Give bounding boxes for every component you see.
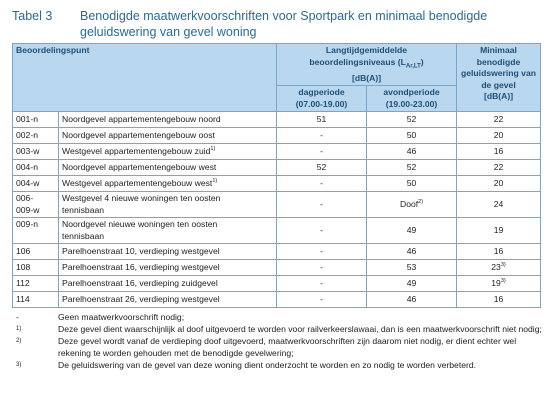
footnote xyxy=(12,359,542,371)
table-row xyxy=(13,160,541,176)
row-avondperiode: 49 xyxy=(367,276,457,292)
row-code: 009-n xyxy=(13,218,59,244)
row-avondperiode: 50 xyxy=(367,128,457,144)
row-avondperiode: 46 xyxy=(367,292,457,308)
header-langtijdgemiddelde: Langtijdgemiddelde beoordelingsniveaus $(L_{Ar,LT})$ [dB(A)] xyxy=(277,44,457,86)
row-avondperiode: Doof$^{2)}$ xyxy=(367,192,457,218)
row-description: Parelhoenstraat 10, verdieping westgevel xyxy=(59,244,277,260)
row-description: Noordgevel appartementengebouw oost xyxy=(59,128,277,144)
row-dagperiode: - xyxy=(277,292,367,308)
table-row xyxy=(13,176,541,192)
row-dagperiode: - xyxy=(277,144,367,160)
row-code: 112 xyxy=(13,276,59,292)
row-avondperiode: 46 xyxy=(367,244,457,260)
footnote-text: Deze gevel wordt vanaf de verdieping doof uitgevoerd, maatwerkvoorschriften zijn daarom niet nodig, er dient echter wel rekening te worden gehouden met de benodigde gevelwering; xyxy=(58,336,517,359)
table-row xyxy=(13,192,541,218)
row-min-geluidswering: 16 xyxy=(457,244,541,260)
row-avondperiode: 46 xyxy=(367,144,457,160)
row-avondperiode: 49 xyxy=(367,218,457,244)
row-code: 001-n xyxy=(13,112,59,128)
row-description: Noordgevel appartementengebouw west xyxy=(59,160,277,176)
row-min-geluidswering: 19 xyxy=(457,218,541,244)
table-row xyxy=(13,244,541,260)
table-row xyxy=(13,112,541,128)
row-min-geluidswering: 20 xyxy=(457,128,541,144)
row-dagperiode: 51 xyxy=(277,112,367,128)
row-dagperiode: - xyxy=(277,192,367,218)
row-description: Parelhoenstraat 16, verdieping westgevel xyxy=(59,260,277,276)
header-avondperiode: avondperiode (19.00-23.00) xyxy=(367,86,457,112)
footnote-ref: 1) xyxy=(212,178,218,185)
table-row xyxy=(13,276,541,292)
row-description: Westgevel appartementengebouw zuid$^{1)}$ xyxy=(59,144,277,160)
table-caption xyxy=(12,8,542,40)
row-dagperiode: - xyxy=(277,260,367,276)
row-min-geluidswering: 20 xyxy=(457,176,541,192)
footnote xyxy=(12,323,542,335)
row-description: Noordgevel appartementengebouw noord xyxy=(59,112,277,128)
row-min-geluidswering: 24 xyxy=(457,192,541,218)
row-min-geluidswering: 22 xyxy=(457,160,541,176)
footnote-mark: 1) xyxy=(16,326,22,333)
row-code: 114 xyxy=(13,292,59,308)
row-description: Noordgevel nieuwe woningen ten oosten tennisbaan xyxy=(59,218,277,244)
row-description: Parelhoenstraat 16, verdieping zuidgevel xyxy=(59,276,277,292)
footnote-ref: 3) xyxy=(500,262,506,269)
row-code: 106 xyxy=(13,244,59,260)
row-dagperiode: - xyxy=(277,128,367,144)
row-min-geluidswering: 16 xyxy=(457,144,541,160)
footnote xyxy=(12,311,542,323)
row-code: 002-n xyxy=(13,128,59,144)
row-description: Westgevel 4 nieuwe woningen ten oosten tennisbaan xyxy=(59,192,277,218)
row-description: Westgevel appartementengebouw west$^{1)}$ xyxy=(59,176,277,192)
row-min-geluidswering: 19$^{3)}$ xyxy=(457,276,541,292)
footnote-text: Geen maatwerkvoorschrift nodig; xyxy=(58,312,185,323)
table-row xyxy=(13,128,541,144)
table-row xyxy=(13,144,541,160)
noise-table xyxy=(12,43,541,308)
row-code: 004-n xyxy=(13,160,59,176)
header-dagperiode: dagperiode (07.00-19.00) xyxy=(277,86,367,112)
row-min-geluidswering: 23$^{3)}$ xyxy=(457,260,541,276)
footnote-ref: 1) xyxy=(210,146,216,153)
row-avondperiode: 50 xyxy=(367,176,457,192)
row-min-geluidswering: 16 xyxy=(457,292,541,308)
row-avondperiode: 52 xyxy=(367,112,457,128)
footnote-mark: 2) xyxy=(16,338,22,345)
table-row xyxy=(13,292,541,308)
header-beoordelingspunt: Beoordelingspunt xyxy=(13,44,277,112)
row-dagperiode: - xyxy=(277,176,367,192)
row-dagperiode: 52 xyxy=(277,160,367,176)
footnote-ref: 2) xyxy=(418,199,424,206)
footnote-text: De geluidswering van de gevel van deze woning dient onderzocht te worden en zo nodig te worden verbeterd. xyxy=(58,360,477,371)
row-avondperiode: 52 xyxy=(367,160,457,176)
table-title: Benodigde maatwerkvoorschriften voor Sportpark en minimaal benodigde geluidswering van gevel woning xyxy=(80,9,488,39)
table-number: Tabel 3 xyxy=(12,9,53,23)
row-dagperiode: - xyxy=(277,218,367,244)
footnote-text: Deze gevel dient waarschijnlijk al doof uitgevoerd te worden voor railverkeerslawaai, dan is een maatwerkvoorschrift niet nodig; xyxy=(58,324,542,335)
row-dagperiode: - xyxy=(277,244,367,260)
row-code: 003-w xyxy=(13,144,59,160)
row-description: Parelhoenstraat 26, verdieping westgevel xyxy=(59,292,277,308)
footnote xyxy=(12,335,542,359)
row-dagperiode: - xyxy=(277,276,367,292)
row-avondperiode: 53 xyxy=(367,260,457,276)
footnote-mark: - xyxy=(16,312,19,323)
footnote-ref: 3) xyxy=(500,278,506,285)
row-code: 004-w xyxy=(13,176,59,192)
row-code: 006- 009-w xyxy=(13,192,59,218)
footnote-mark: 3) xyxy=(16,362,22,369)
row-min-geluidswering: 22 xyxy=(457,112,541,128)
row-code: 108 xyxy=(13,260,59,276)
header-minimaal-geluidswering: Minimaal benodigde geluidswering van de gevel [dB(A)] xyxy=(457,44,541,112)
table-row xyxy=(13,218,541,244)
table-row xyxy=(13,260,541,276)
footnotes xyxy=(12,311,542,371)
